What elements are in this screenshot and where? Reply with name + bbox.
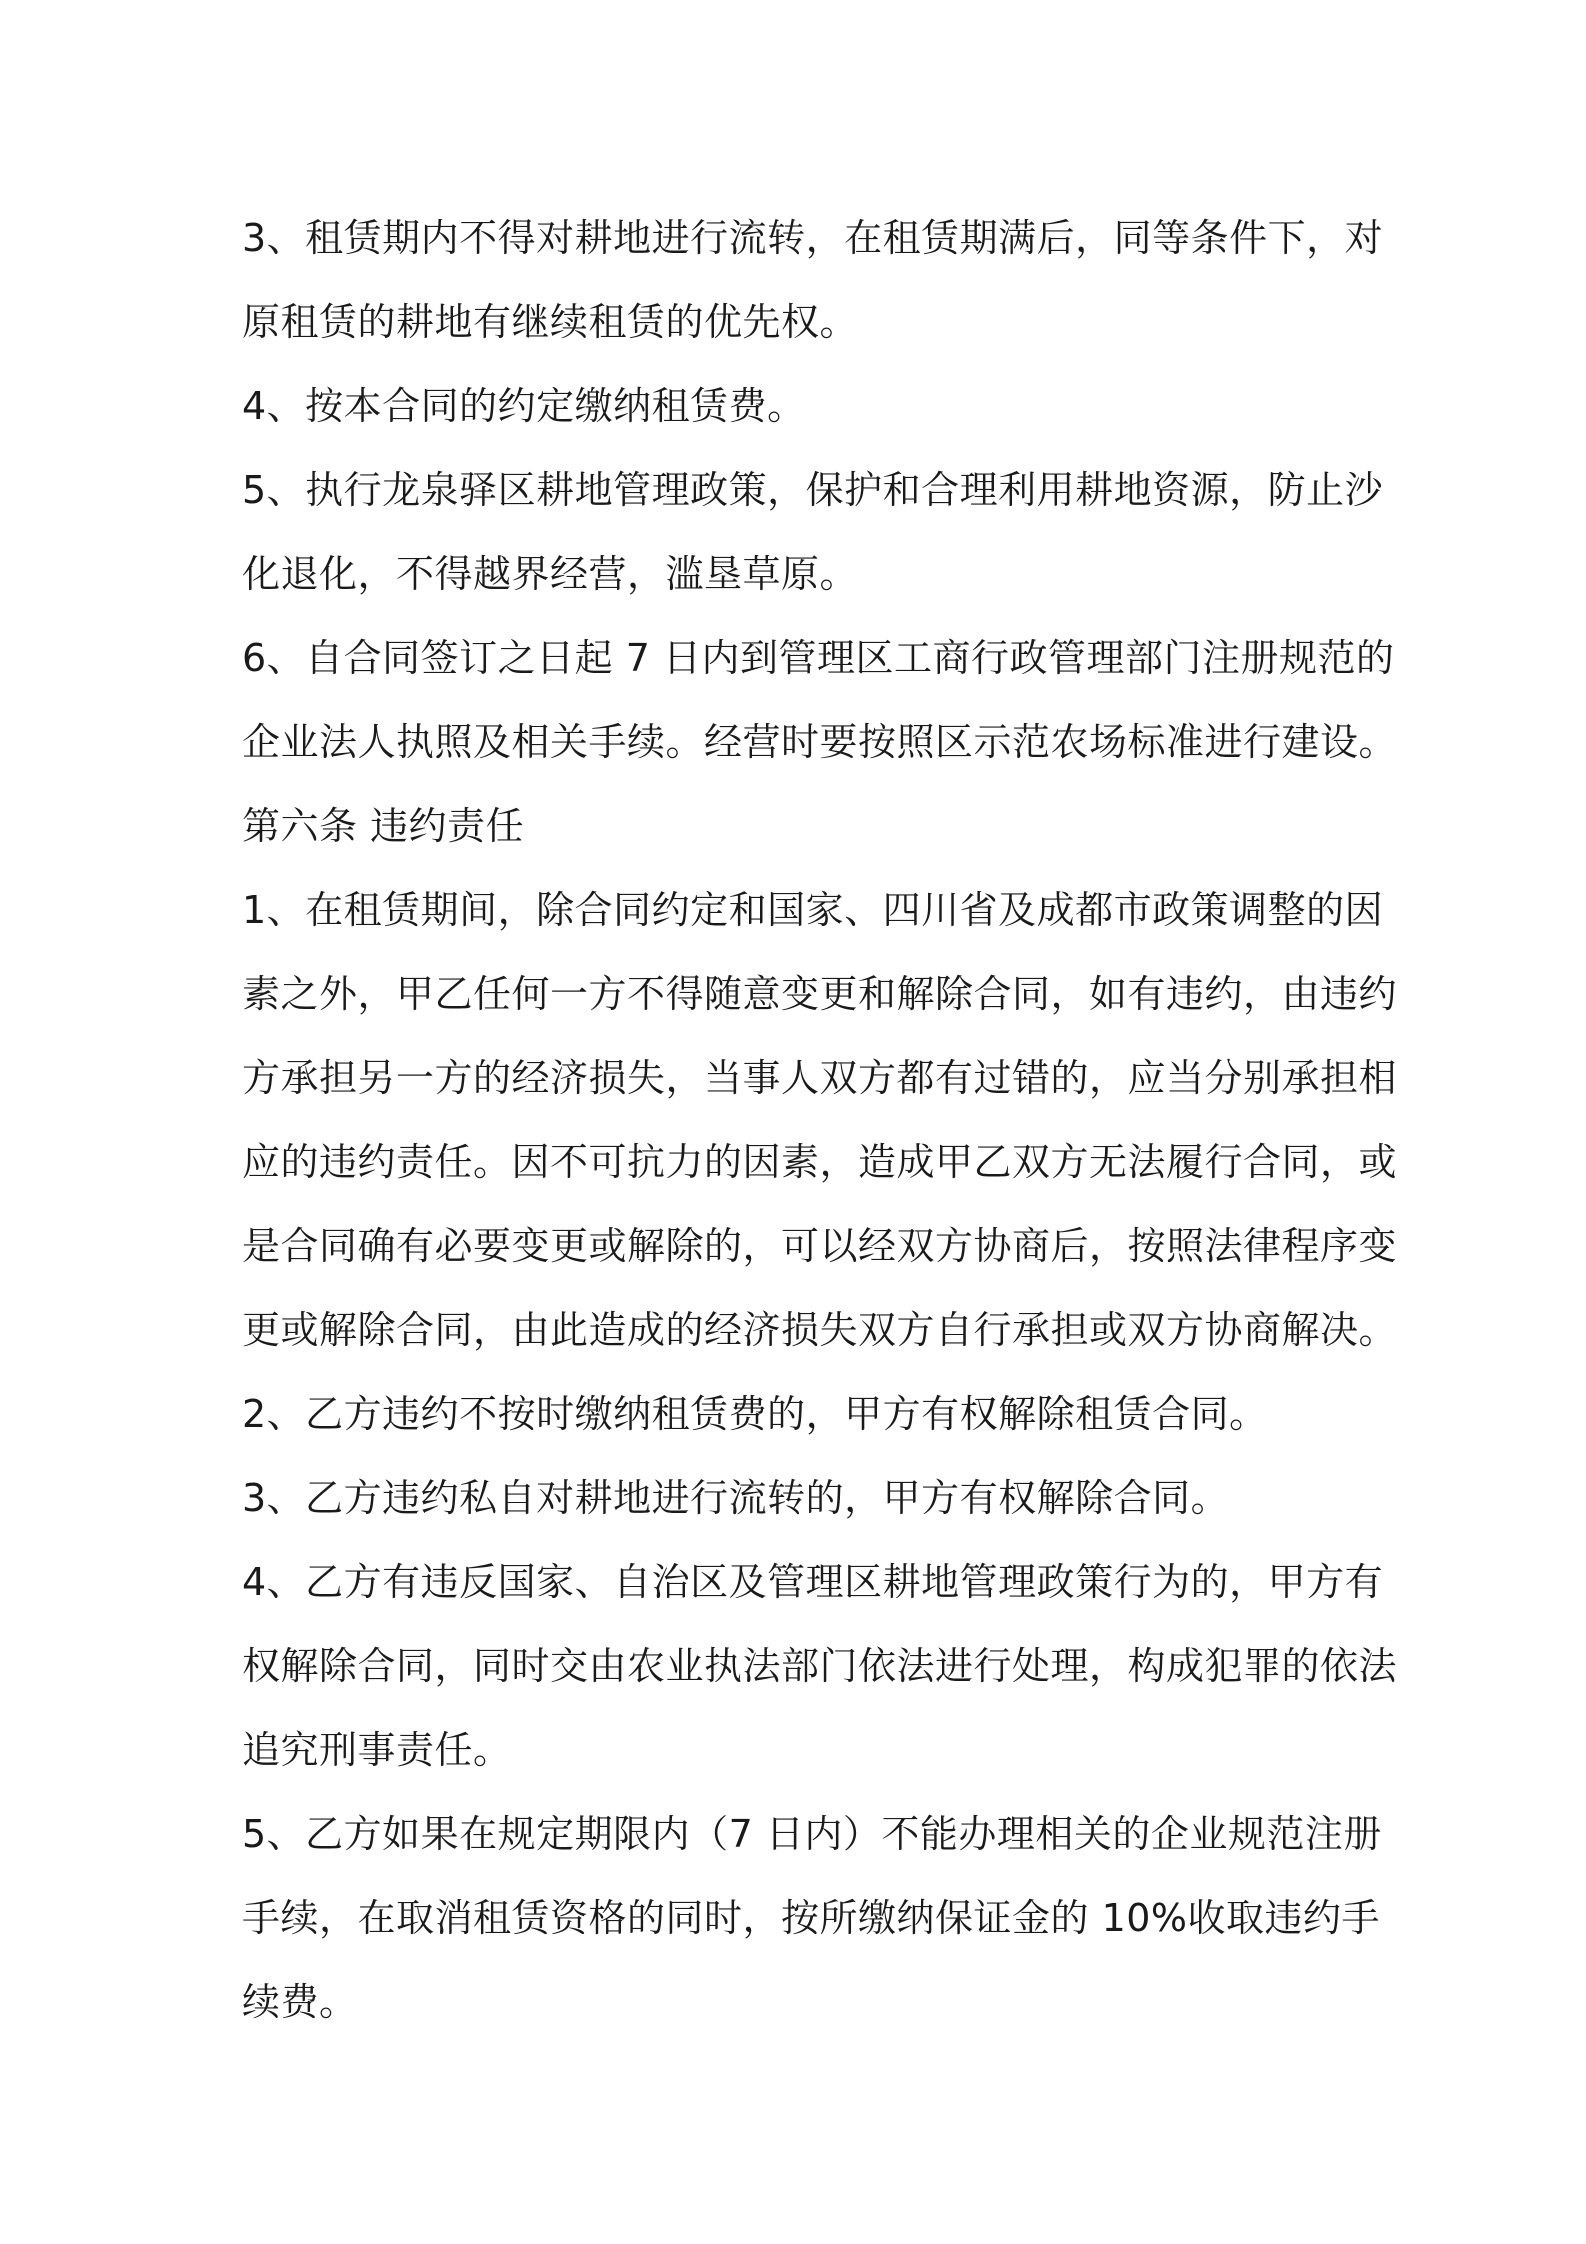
- clause-5-line-1: 5、执行龙泉驿区耕地管理政策，保护和合理利用耕地资源，防止沙: [242, 468, 1384, 512]
- clause-3-line-2: 原租赁的耕地有继续租赁的优先权。: [242, 300, 859, 344]
- liability-5-line-2: 手续，在取消租赁资格的同时，按所缴纳保证金的 10%收取违约手: [242, 1896, 1381, 1940]
- liability-1-line-4: 应的违约责任。因不可抗力的因素，造成甲乙双方无法履行合同，或: [242, 1140, 1398, 1184]
- liability-5-line-1: 5、乙方如果在规定期限内（7 日内）不能办理相关的企业规范注册: [242, 1812, 1382, 1856]
- liability-4-line-1: 4、乙方有违反国家、自治区及管理区耕地管理政策行为的，甲方有: [242, 1560, 1384, 1604]
- clause-5-line-2: 化退化，不得越界经营，滥垦草原。: [242, 552, 859, 596]
- liability-1-line-3: 方承担另一方的经济损失，当事人双方都有过错的，应当分别承担相: [242, 1056, 1398, 1100]
- liability-4-line-3: 追究刑事责任。: [242, 1728, 512, 1772]
- liability-1-line-2: 素之外，甲乙任何一方不得随意变更和解除合同，如有违约，由违约: [242, 972, 1398, 1016]
- clause-3-line-1: 3、租赁期内不得对耕地进行流转，在租赁期满后，同等条件下，对: [242, 216, 1384, 260]
- liability-4-line-2: 权解除合同，同时交由农业执法部门依法进行处理，构成犯罪的依法: [242, 1644, 1398, 1688]
- article-6-heading: 第六条 违约责任: [242, 804, 525, 848]
- clause-6-line-1: 6、自合同签订之日起 7 日内到管理区工商行政管理部门注册规范的: [242, 636, 1395, 680]
- liability-1-line-6: 更或解除合同，由此造成的经济损失双方自行承担或双方协商解决。: [242, 1308, 1398, 1352]
- document-body: [242, 196, 1398, 2044]
- clause-6-line-2: 企业法人执照及相关手续。经营时要按照区示范农场标准进行建设。: [242, 720, 1398, 764]
- liability-2: 2、乙方违约不按时缴纳租赁费的，甲方有权解除租赁合同。: [242, 1392, 1268, 1436]
- liability-1-line-1: 1、在租赁期间，除合同约定和国家、四川省及成都市政策调整的因: [242, 888, 1384, 932]
- liability-3: 3、乙方违约私自对耕地进行流转的，甲方有权解除合同。: [242, 1476, 1230, 1520]
- liability-5-line-3: 续费。: [242, 1980, 358, 2024]
- liability-1-line-5: 是合同确有必要变更或解除的，可以经双方协商后，按照法律程序变: [242, 1224, 1398, 1268]
- clause-4: 4、按本合同的约定缴纳租赁费。: [242, 384, 806, 428]
